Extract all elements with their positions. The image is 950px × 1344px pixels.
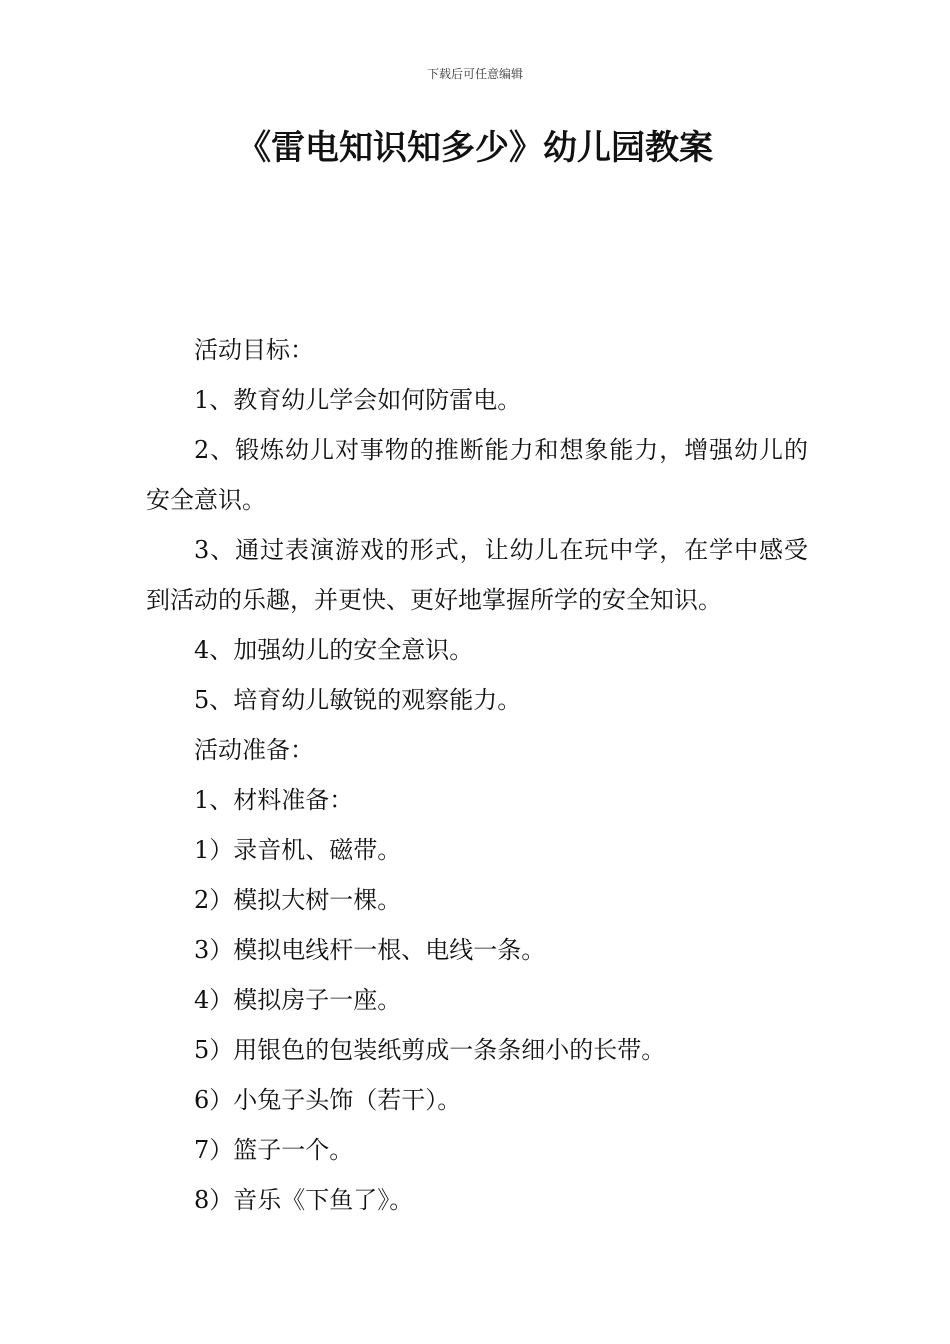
paragraph: 5、培育幼儿敏锐的观察能力。: [194, 686, 522, 714]
list-item: 7）篮子一个。: [194, 1136, 354, 1164]
list-item: 8）音乐《下鱼了》。: [194, 1186, 414, 1214]
list-item: 1）录音机、磁带。: [194, 836, 402, 864]
paragraph: 2、锻炼幼儿对事物的推断能力和想象能力，增强幼儿的安全意识。: [146, 436, 808, 514]
header-note: 下载后可任意编辑: [426, 67, 523, 81]
paragraph: 4、加强幼儿的安全意识。: [194, 636, 474, 664]
paragraph: 1、材料准备：: [194, 786, 354, 814]
paragraph: 3、通过表演游戏的形式，让幼儿在玩中学，在学中感受到活动的乐趣，并更快、更好地掌握所学的安全知识。: [146, 536, 808, 614]
paragraph: 1、教育幼儿学会如何防雷电。: [194, 386, 522, 414]
document-title: 《雷电知识知多少》幼儿园教案: [237, 128, 713, 168]
list-item: 6）小兔子头饰（若干）。: [194, 1086, 462, 1114]
section-heading-goals: 活动目标：: [194, 336, 314, 364]
list-item: 2）模拟大树一棵。: [194, 886, 402, 914]
list-item: 4）模拟房子一座。: [194, 986, 402, 1014]
list-item: 3）模拟电线杆一根、电线一条。: [194, 936, 546, 964]
section-heading-preparation: 活动准备：: [194, 736, 314, 764]
document-body: [146, 325, 808, 1225]
list-item: 5）用银色的包装纸剪成一条条细小的长带。: [194, 1036, 666, 1064]
